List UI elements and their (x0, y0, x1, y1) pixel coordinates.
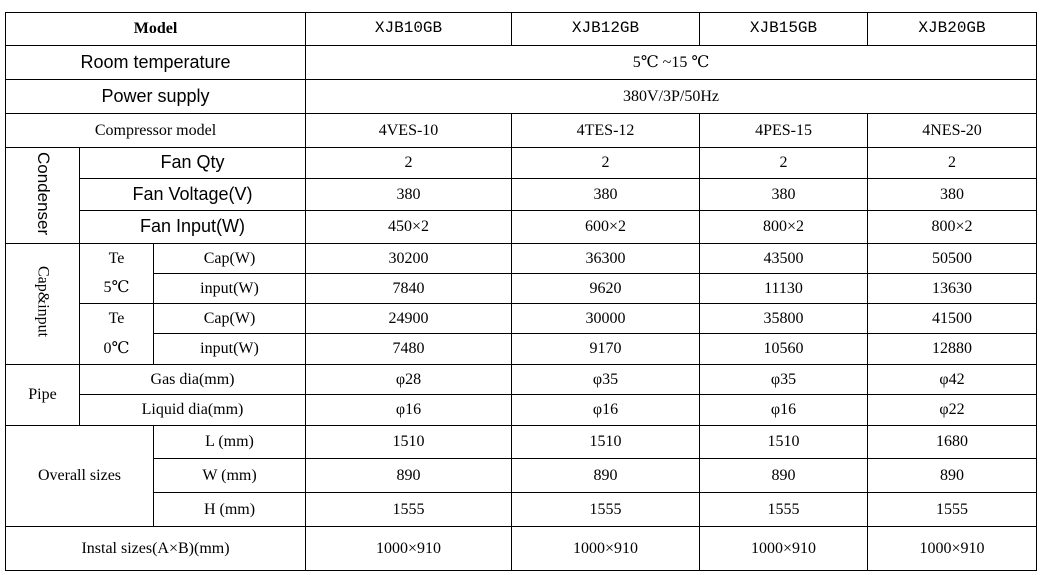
fan-voltage-value: 380 (306, 179, 512, 211)
spec-table (5, 12, 1037, 571)
liquid-dia-value: φ22 (868, 395, 1037, 426)
pipe-gas-row (6, 365, 1037, 395)
compressor-model-value: 4PES-15 (700, 114, 868, 148)
liquid-dia-value: φ16 (306, 395, 512, 426)
fan-voltage-value: 380 (868, 179, 1037, 211)
te5-cap-value: 30200 (306, 244, 512, 274)
size-l-value: 1680 (868, 426, 1037, 459)
install-sizes-value: 1000×910 (868, 527, 1037, 571)
gas-dia-label: Gas dia(mm) (80, 365, 306, 395)
cap-input-group-cell (6, 244, 80, 365)
te0-temp-label: 0℃ (80, 334, 154, 365)
size-h-value: 1555 (512, 493, 700, 527)
pipe-liquid-row (6, 395, 1037, 426)
cap-input-group-label: Cap&input (34, 266, 52, 338)
te5-input-value: 13630 (868, 274, 1037, 304)
fan-qty-value: 2 (512, 148, 700, 179)
size-h-value: 1555 (868, 493, 1037, 527)
te5-cap-row (6, 244, 1037, 274)
size-h-value: 1555 (306, 493, 512, 527)
compressor-model-value: 4NES-20 (868, 114, 1037, 148)
te0-cap-value: 41500 (868, 304, 1037, 334)
pipe-group-label: Pipe (6, 365, 80, 426)
gas-dia-value: φ35 (512, 365, 700, 395)
size-w-value: 890 (512, 459, 700, 493)
fan-qty-value: 2 (306, 148, 512, 179)
te5-input-value: 11130 (700, 274, 868, 304)
fan-qty-value: 2 (868, 148, 1037, 179)
te0-input-label: input(W) (154, 334, 306, 365)
size-w-row (6, 459, 1037, 493)
fan-input-value: 450×2 (306, 211, 512, 244)
overall-sizes-label: Overall sizes (6, 426, 154, 527)
size-h-label: H (mm) (154, 493, 306, 527)
size-w-value: 890 (868, 459, 1037, 493)
te5-input-row (6, 274, 1037, 304)
te0-cap-value: 35800 (700, 304, 868, 334)
power-supply-label: Power supply (6, 80, 306, 114)
te0-input-value: 7480 (306, 334, 512, 365)
compressor-model-label: Compressor model (6, 114, 306, 148)
compressor-model-value: 4VES-10 (306, 114, 512, 148)
te0-cap-row (6, 304, 1037, 334)
te5-input-label: input(W) (154, 274, 306, 304)
fan-input-value: 800×2 (868, 211, 1037, 244)
fan-input-value: 600×2 (512, 211, 700, 244)
fan-voltage-label: Fan Voltage(V) (80, 179, 306, 211)
te0-input-value: 12880 (868, 334, 1037, 365)
compressor-model-row (6, 114, 1037, 148)
model-name: XJB20GB (868, 13, 1037, 46)
liquid-dia-value: φ16 (700, 395, 868, 426)
room-temperature-value: 5℃ ~15 ℃ (306, 46, 1037, 80)
model-name: XJB10GB (306, 13, 512, 46)
liquid-dia-label: Liquid dia(mm) (80, 395, 306, 426)
condenser-fan-input-row (6, 211, 1037, 244)
model-name: XJB15GB (700, 13, 868, 46)
condenser-group-cell (6, 148, 80, 244)
te0-input-value: 10560 (700, 334, 868, 365)
model-name: XJB12GB (512, 13, 700, 46)
install-sizes-label: Instal sizes(A×B)(mm) (6, 527, 306, 571)
install-sizes-value: 1000×910 (306, 527, 512, 571)
condenser-fan-qty-row (6, 148, 1037, 179)
power-supply-value: 380V/3P/50Hz (306, 80, 1037, 114)
te0-cap-value: 30000 (512, 304, 700, 334)
liquid-dia-value: φ16 (512, 395, 700, 426)
te0-cap-label: Cap(W) (154, 304, 306, 334)
install-sizes-value: 1000×910 (700, 527, 868, 571)
gas-dia-value: φ35 (700, 365, 868, 395)
size-l-label: L (mm) (154, 426, 306, 459)
te5-cap-value: 43500 (700, 244, 868, 274)
gas-dia-value: φ42 (868, 365, 1037, 395)
size-l-value: 1510 (512, 426, 700, 459)
fan-qty-value: 2 (700, 148, 868, 179)
model-row (6, 13, 1037, 46)
install-sizes-row (6, 527, 1037, 571)
size-w-label: W (mm) (154, 459, 306, 493)
size-w-value: 890 (306, 459, 512, 493)
fan-qty-label: Fan Qty (80, 148, 306, 179)
te5-input-value: 9620 (512, 274, 700, 304)
room-temperature-row (6, 46, 1037, 80)
te5-input-value: 7840 (306, 274, 512, 304)
te5-cap-value: 36300 (512, 244, 700, 274)
size-h-value: 1555 (700, 493, 868, 527)
size-l-value: 1510 (700, 426, 868, 459)
te5-cap-value: 50500 (868, 244, 1037, 274)
power-supply-row (6, 80, 1037, 114)
install-sizes-value: 1000×910 (512, 527, 700, 571)
compressor-model-value: 4TES-12 (512, 114, 700, 148)
te5-te-label: Te (80, 244, 154, 274)
te0-input-value: 9170 (512, 334, 700, 365)
fan-input-value: 800×2 (700, 211, 868, 244)
condenser-group-label: Condenser (33, 151, 53, 235)
condenser-fan-voltage-row (6, 179, 1037, 211)
te5-temp-label: 5℃ (80, 274, 154, 304)
room-temperature-label: Room temperature (6, 46, 306, 80)
size-w-value: 890 (700, 459, 868, 493)
te0-te-label: Te (80, 304, 154, 334)
te5-cap-label: Cap(W) (154, 244, 306, 274)
te0-input-row (6, 334, 1037, 365)
fan-voltage-value: 380 (512, 179, 700, 211)
gas-dia-value: φ28 (306, 365, 512, 395)
te0-cap-value: 24900 (306, 304, 512, 334)
size-l-value: 1510 (306, 426, 512, 459)
size-l-row (6, 426, 1037, 459)
fan-voltage-value: 380 (700, 179, 868, 211)
size-h-row (6, 493, 1037, 527)
model-header-label: Model (6, 13, 306, 46)
fan-input-label: Fan Input(W) (80, 211, 306, 244)
